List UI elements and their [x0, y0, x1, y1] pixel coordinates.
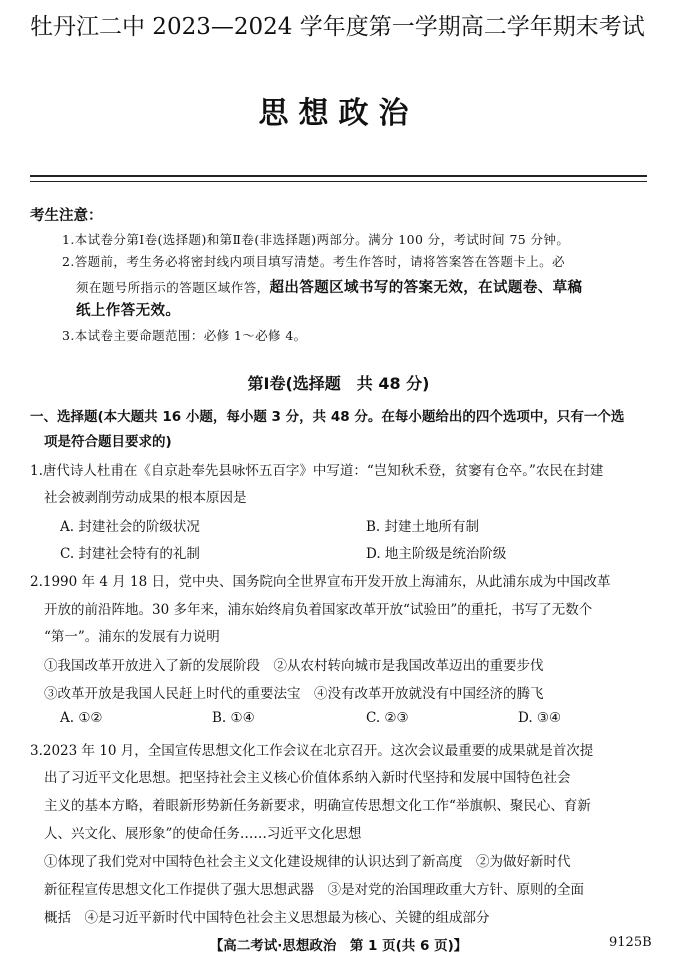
question-3-statement-line2: 新征程宣传思想文化工作提供了强大思想武器 ③是对党的治国理政重大方针、原则的全面	[44, 882, 584, 898]
question-1-option-d: D. 地主阶级是统治阶级	[366, 546, 507, 562]
part-one-title: 第Ⅰ卷(选择题 共 48 分)	[247, 374, 430, 393]
question-1-option-b: B. 封建土地所有制	[366, 519, 480, 535]
question-3-stem-line2: 出了习近平文化思想。把坚持社会主义核心价值体系纳入新时代坚持和发展中国特色社会	[44, 770, 571, 786]
notice-item-1: 1.本试卷分第Ⅰ卷(选择题)和第Ⅱ卷(非选择题)两部分。满分 100 分，考试时间 75 分钟。	[62, 232, 570, 247]
notice-item-2-line1: 2.答题前，考生务必将密封线内项目填写清楚。考生作答时，请将答案答在答题卡上。必	[62, 254, 565, 269]
subject-title: 思想政治	[258, 96, 419, 131]
exam-code: 9125B	[609, 935, 652, 950]
question-2-stem-line3: “第一”。浦东的发展有力说明	[44, 629, 220, 645]
question-1-stem-line1: 1.唐代诗人杜甫在《自京赴奉先县咏怀五百字》中写道：“岂知秋禾登，贫窭有仓卒。”农民在封建	[30, 463, 604, 479]
question-2-option-b: B. ①④	[212, 710, 255, 726]
header-divider-thick	[30, 175, 647, 177]
question-3-statement-line1: ①体现了我们党对中国特色社会主义文化建设规律的认识达到了新高度 ②为做好新时代	[44, 854, 571, 870]
exam-header-title: 牡丹江二中 2023—2024 学年度第一学期高二学年期末考试	[30, 14, 645, 40]
question-2-option-c: C. ②③	[366, 710, 409, 726]
question-1-option-c: C. 封建社会特有的礼制	[60, 546, 200, 562]
notice-item-3: 3.本试卷主要命题范围：必修 1～必修 4。	[62, 328, 307, 343]
header-divider-thin	[30, 181, 647, 182]
question-1-option-a: A. 封建社会的阶级状况	[60, 519, 200, 535]
question-3-stem-line3: 主义的基本方略，着眼新形势新任务新要求，明确宣传思想文化工作“举旗帜、聚民心、育新	[44, 798, 591, 814]
question-3-statement-line3: 概括 ④是习近平新时代中国特色社会主义思想最为核心、关键的组成部分	[44, 910, 490, 926]
notice-item-2-line2	[76, 276, 582, 297]
question-3-stem-line4: 人、兴文化、展形象”的使命任务……习近平文化思想	[44, 826, 362, 842]
question-2-stem-line2: 开放的前沿阵地。30 多年来，浦东始终肩负着国家改革开放“试验田”的重托，书写了无数个	[44, 602, 593, 618]
notice-item-2-line3	[76, 299, 180, 320]
question-1-stem-line2: 社会被剥削劳动成果的根本原因是	[44, 490, 247, 506]
section-instructions-line1: 一、选择题(本大题共 16 小题，每小题 3 分，共 48 分。在每小题给出的四个选项中，只有一个选	[30, 409, 625, 425]
page-footer: 【高二考试·思想政治 第 1 页(共 6 页)】	[209, 938, 468, 954]
question-2-stem-line1: 2.1990 年 4 月 18 日，党中央、国务院向全世界宣布开发开放上海浦东，从此浦东成为中国改革	[30, 574, 611, 590]
notice-heading: 考生注意：	[30, 208, 103, 224]
notice-emphasis-2: 纸上作答无效。	[76, 303, 181, 319]
question-3-stem-line1: 3.2023 年 10 月，全国宣传思想文化工作会议在北京召开。这次会议最重要的成果就是首次提	[30, 743, 594, 759]
question-2-statement-line1: ①我国改革开放进入了新的发展阶段 ②从农村转向城市是我国改革迈出的重要步伐	[44, 658, 544, 674]
question-2-option-d: D. ③④	[518, 710, 562, 726]
section-instructions-line2: 项是符合题目要求的)	[44, 434, 172, 450]
notice-item-2-text: 须在题号所指示的答题区域作答，	[76, 280, 270, 295]
question-2-statement-line2: ③改革开放是我国人民赶上时代的重要法宝 ④没有改革开放就没有中国经济的腾飞	[44, 686, 544, 702]
notice-emphasis-1: 超出答题区域书写的答案无效，在试题卷、草稿	[269, 280, 583, 296]
question-2-option-a: A. ①②	[60, 710, 103, 726]
